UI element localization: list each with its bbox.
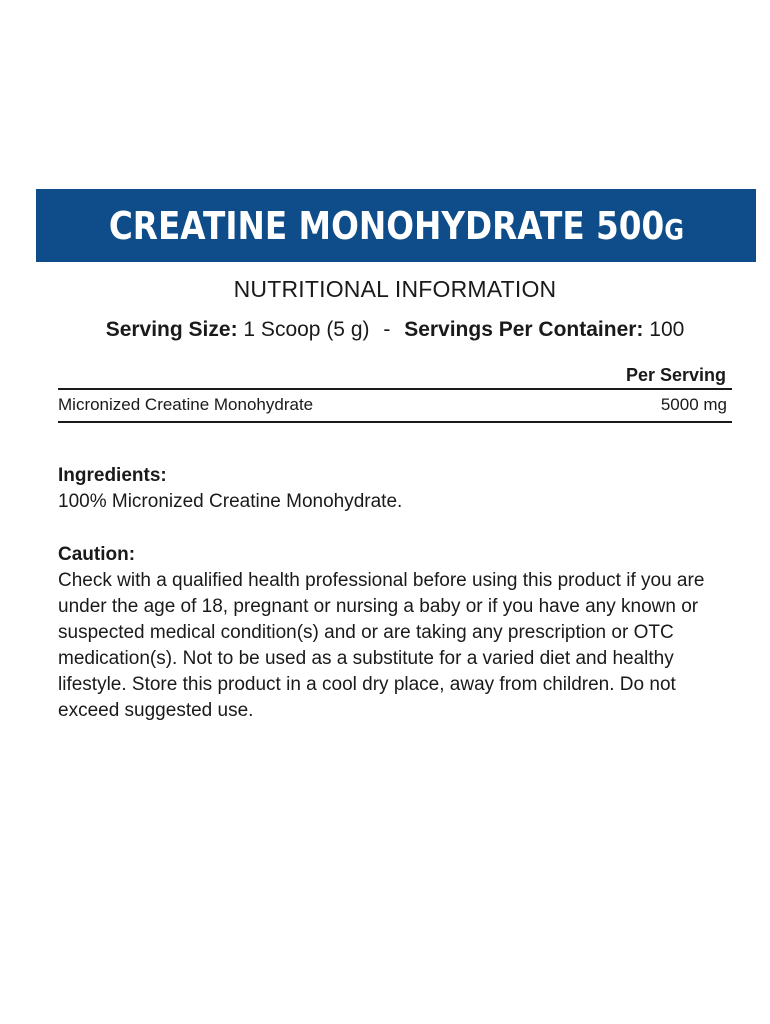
- nutrient-name: Micronized Creatine Monohydrate: [58, 395, 314, 414]
- caution-text: Check with a qualified health professional before using this product if you are under the age of 18, pregnant or nursing a baby or if you have any known or suspected medical condition(s) and or are taking any prescription or OTC medication(s). Not to be used as a substitute for a varied diet and healthy lifestyle. Store this product in a cool dry place, away from children. Do not exceed suggested use.: [58, 570, 705, 721]
- caution-section: [58, 542, 738, 724]
- serving-info: [0, 318, 770, 342]
- servings-per-container-value: 100: [649, 318, 685, 341]
- table-bottom-divider: [58, 421, 732, 423]
- product-title: [108, 204, 683, 248]
- serving-size-value: 1 Scoop (5 g): [243, 318, 370, 341]
- serving-size-label: Serving Size:: [105, 318, 238, 341]
- nutrient-row: [58, 395, 727, 415]
- ingredients-section: [58, 463, 738, 515]
- caution-title: Caution:: [58, 544, 136, 565]
- servings-per-container-label: Servings Per Container:: [404, 318, 644, 341]
- nutrition-heading: NUTRITIONAL INFORMATION: [233, 276, 557, 302]
- table-top-divider: [58, 388, 732, 390]
- product-title-banner: [36, 189, 756, 262]
- ingredients-title: Ingredients:: [58, 465, 167, 486]
- ingredients-text: 100% Micronized Creatine Monohydrate.: [58, 491, 403, 512]
- nutrient-amount: 5000 mg: [660, 395, 727, 414]
- per-serving-header: Per Serving: [625, 365, 726, 385]
- serving-separator: -: [383, 318, 391, 341]
- product-title-main: CREATINE MONOHYDRATE 500: [108, 203, 664, 248]
- product-title-unit: G: [663, 212, 684, 246]
